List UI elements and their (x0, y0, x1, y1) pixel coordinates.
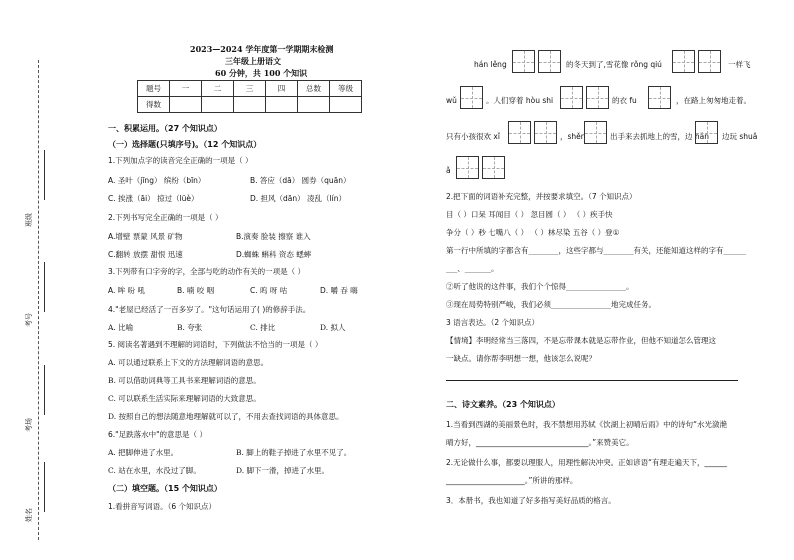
passage-text: 只有小孩很欢 xǐ (446, 132, 500, 141)
question-text: 2.下列书写完全正确的一项是（ ） (108, 213, 223, 222)
binding-cut-line (44, 462, 45, 512)
question-text: 1.下列加点字的读音完全正确的一项是（ ） (108, 156, 253, 165)
option-a: A. 可以通过联系上下文的方法理解词语的意思。 (108, 358, 269, 367)
exam-title: 2023—2024 学年度第一学期期末检测 (190, 44, 334, 54)
subsection-heading: （二）填空题。（15 个知识点） (108, 484, 222, 493)
pinyin: wǔ (446, 96, 457, 105)
option-c: C.翻转 放摆 甜恨 迅速 (108, 250, 183, 259)
option-d: D. 拟人 (320, 323, 346, 332)
score-row-label: 得数 (138, 97, 170, 113)
passage-text: 的衣 fu (612, 96, 637, 105)
passage-text: 出手来去抓地上的雪，边 hǎn (610, 132, 709, 141)
binding-label-name: 姓名 (25, 508, 33, 522)
passage-text: 。人们穿着 hòu shi (486, 96, 554, 105)
option-c: C. 呜 呀 咕 (250, 286, 288, 295)
question-text: ___、_______。 (446, 264, 499, 273)
option-a: A. 把脚伸进了水里。 (108, 448, 179, 457)
option-b: B.演奏 脸装 擦察 谁入 (236, 232, 311, 241)
writing-box[interactable] (456, 156, 479, 179)
passage-text: 边玩 shuǎ (722, 132, 758, 141)
idiom-row: 目（ ）口呆 耳闻目（ ） 忽目圆（ ） （ ）疾手快 (446, 210, 613, 219)
score-cell[interactable] (330, 97, 362, 113)
pinyin: ，shěn (560, 132, 586, 141)
writing-box[interactable] (648, 86, 671, 109)
question-text: ②听了他说的这件事，我们个个惊得________________。 (446, 282, 634, 291)
option-a: A. 圣叶（jīng） 缤纷（bīn） (108, 176, 206, 185)
score-table (137, 80, 362, 113)
binding-line (38, 60, 39, 540)
section-heading: 一、积累运用。（27 个知识点） (108, 124, 222, 133)
score-header: 四 (266, 81, 298, 97)
writing-box[interactable] (512, 50, 535, 73)
answer-line[interactable] (446, 380, 738, 381)
question-text: 1.看拼音写词语。（6 个知识点） (108, 502, 217, 511)
binding-label-room: 考场 (25, 418, 33, 432)
writing-box[interactable] (538, 50, 561, 73)
question-text: 2.无论做什么事，都要以理服人，用理性解决冲突。正如谚语“有理走遍天下，______ (446, 458, 728, 467)
passage-text: ，在路上匆匆地走着。 (676, 96, 751, 105)
option-c: C. 挨涨（āi） 掠过（lüè） (108, 194, 199, 203)
writing-box[interactable] (695, 121, 718, 144)
question-text: 2.把下面的词语补充完整，并按要求填空。（7 个知识点） (446, 192, 637, 201)
binding-label-number: 考号 (25, 313, 33, 327)
option-c: C. 可以联系生活实际来理解词语的大致意思。 (108, 394, 261, 403)
option-c: C. 排比 (250, 323, 276, 332)
score-header: 总数 (298, 81, 330, 97)
score-cell[interactable] (202, 97, 234, 113)
context-text: 【情境】李明经常当三落四，不是忘带课本就是忘带作业，但他不知道怎么管理这 (446, 336, 716, 345)
writing-box[interactable] (584, 121, 607, 144)
writing-box[interactable] (482, 156, 505, 179)
binding-cut-line (44, 150, 45, 200)
pinyin: hán lěng (474, 60, 507, 69)
writing-box[interactable] (672, 50, 695, 73)
writing-box[interactable] (698, 50, 721, 73)
exam-info: 60 分钟，共 100 个知识 (215, 68, 308, 78)
idiom-row: 争分（ ）秒 七嘴八（ ） （ ）林尽染 五谷（ ）登① (446, 228, 620, 237)
option-d: D. 脚下一滑，掉进了水里。 (236, 466, 330, 475)
score-cell[interactable] (298, 97, 330, 113)
question-text: 3．本册书，我也知道了好多指写美好品质的格言。 (446, 496, 616, 505)
question-text: 第一行中所填的字都含有________，这些字都与________有关，还能知道这样的字有______ (446, 246, 746, 255)
option-a: A. 比喻 (108, 323, 134, 332)
score-header: 二 (202, 81, 234, 97)
writing-box[interactable] (508, 121, 531, 144)
pinyin: ǎ (446, 166, 451, 175)
option-b: B. 夸张 (177, 323, 203, 332)
option-d: D. 嚼 吞 嗨 (320, 286, 358, 295)
question-text: ③现在局势特别严峻，我们必须________________地完成任务。 (446, 300, 656, 309)
question-text: 1.当看到西湖的美丽景色时，我不禁想用苏轼《饮湖上初晴后雨》中的诗句“水光潋滟 (446, 420, 728, 429)
writing-box[interactable] (460, 86, 483, 109)
score-header: 题号 (138, 81, 170, 97)
option-a: A.增壁 票蒙 风景 矿物 (108, 232, 183, 241)
score-cell[interactable] (266, 97, 298, 113)
passage-text: 一样飞 (728, 60, 751, 69)
question-text: _____________________。”所讲的那样。 (446, 476, 578, 485)
option-c: C. 站在水里，水没过了脚。 (108, 466, 201, 475)
context-text: 一缺点。请你帮李明想一想，他该怎么说呢？ (446, 354, 596, 363)
exam-subtitle: 三年级上册语文 (225, 56, 281, 66)
binding-label-class: 班级 (25, 213, 33, 227)
writing-box[interactable] (560, 86, 583, 109)
question-text: 4."老屋已经活了一百多岁了。"这句话运用了( )的修辞手法。 (108, 305, 311, 314)
question-text: 5. 阅读名著遇到不理解的词语时，下列做法不恰当的一项是（ ） (108, 340, 323, 349)
score-cell[interactable] (170, 97, 202, 113)
subsection-heading: （一）选择题(只填序号)。（12 个知识点） (108, 140, 262, 149)
score-header: 一 (170, 81, 202, 97)
option-b: B. 喃 咬 咽 (177, 286, 215, 295)
option-d: D. 担风（dān） 凌乱（lín） (250, 194, 346, 203)
writing-box[interactable] (586, 86, 609, 109)
option-b: B. 答应（dā） 圆券（quān） (250, 176, 351, 185)
score-header: 等级 (330, 81, 362, 97)
binding-cut-line (44, 262, 45, 312)
option-b: B. 脚上的鞋子掉进了水里不见了。 (236, 448, 352, 457)
question-text: 晴方好，______________________________。”来赞美它。 (446, 438, 634, 447)
question-text: 3.下列带有口字旁的字，全部与吃的动作有关的一项是（ ） (108, 267, 306, 276)
option-d: D. 按照自己的想法随意地理解就可以了，不用去查找词语的具体意思。 (108, 412, 344, 421)
question-text: 6."足跌落水中"的意思是（ ） (108, 430, 207, 439)
question-text: 3 语言表达。（2 个知识点） (446, 318, 540, 327)
score-cell[interactable] (234, 97, 266, 113)
option-b: B. 可以借助词典等工具书来理解词语的意思。 (108, 376, 261, 385)
passage-text: 的冬天到了,雪花像 rǒng qiú (566, 60, 662, 69)
option-a: A. 哞 吩 吼 (108, 286, 146, 295)
option-d: D.蜘蛛 蝌科 资态 蟋蟀 (236, 250, 312, 259)
writing-box[interactable] (534, 121, 557, 144)
binding-cut-line (44, 365, 45, 415)
section-heading: 二、诗文素养。（23 个知识点） (446, 400, 560, 409)
score-header: 三 (234, 81, 266, 97)
